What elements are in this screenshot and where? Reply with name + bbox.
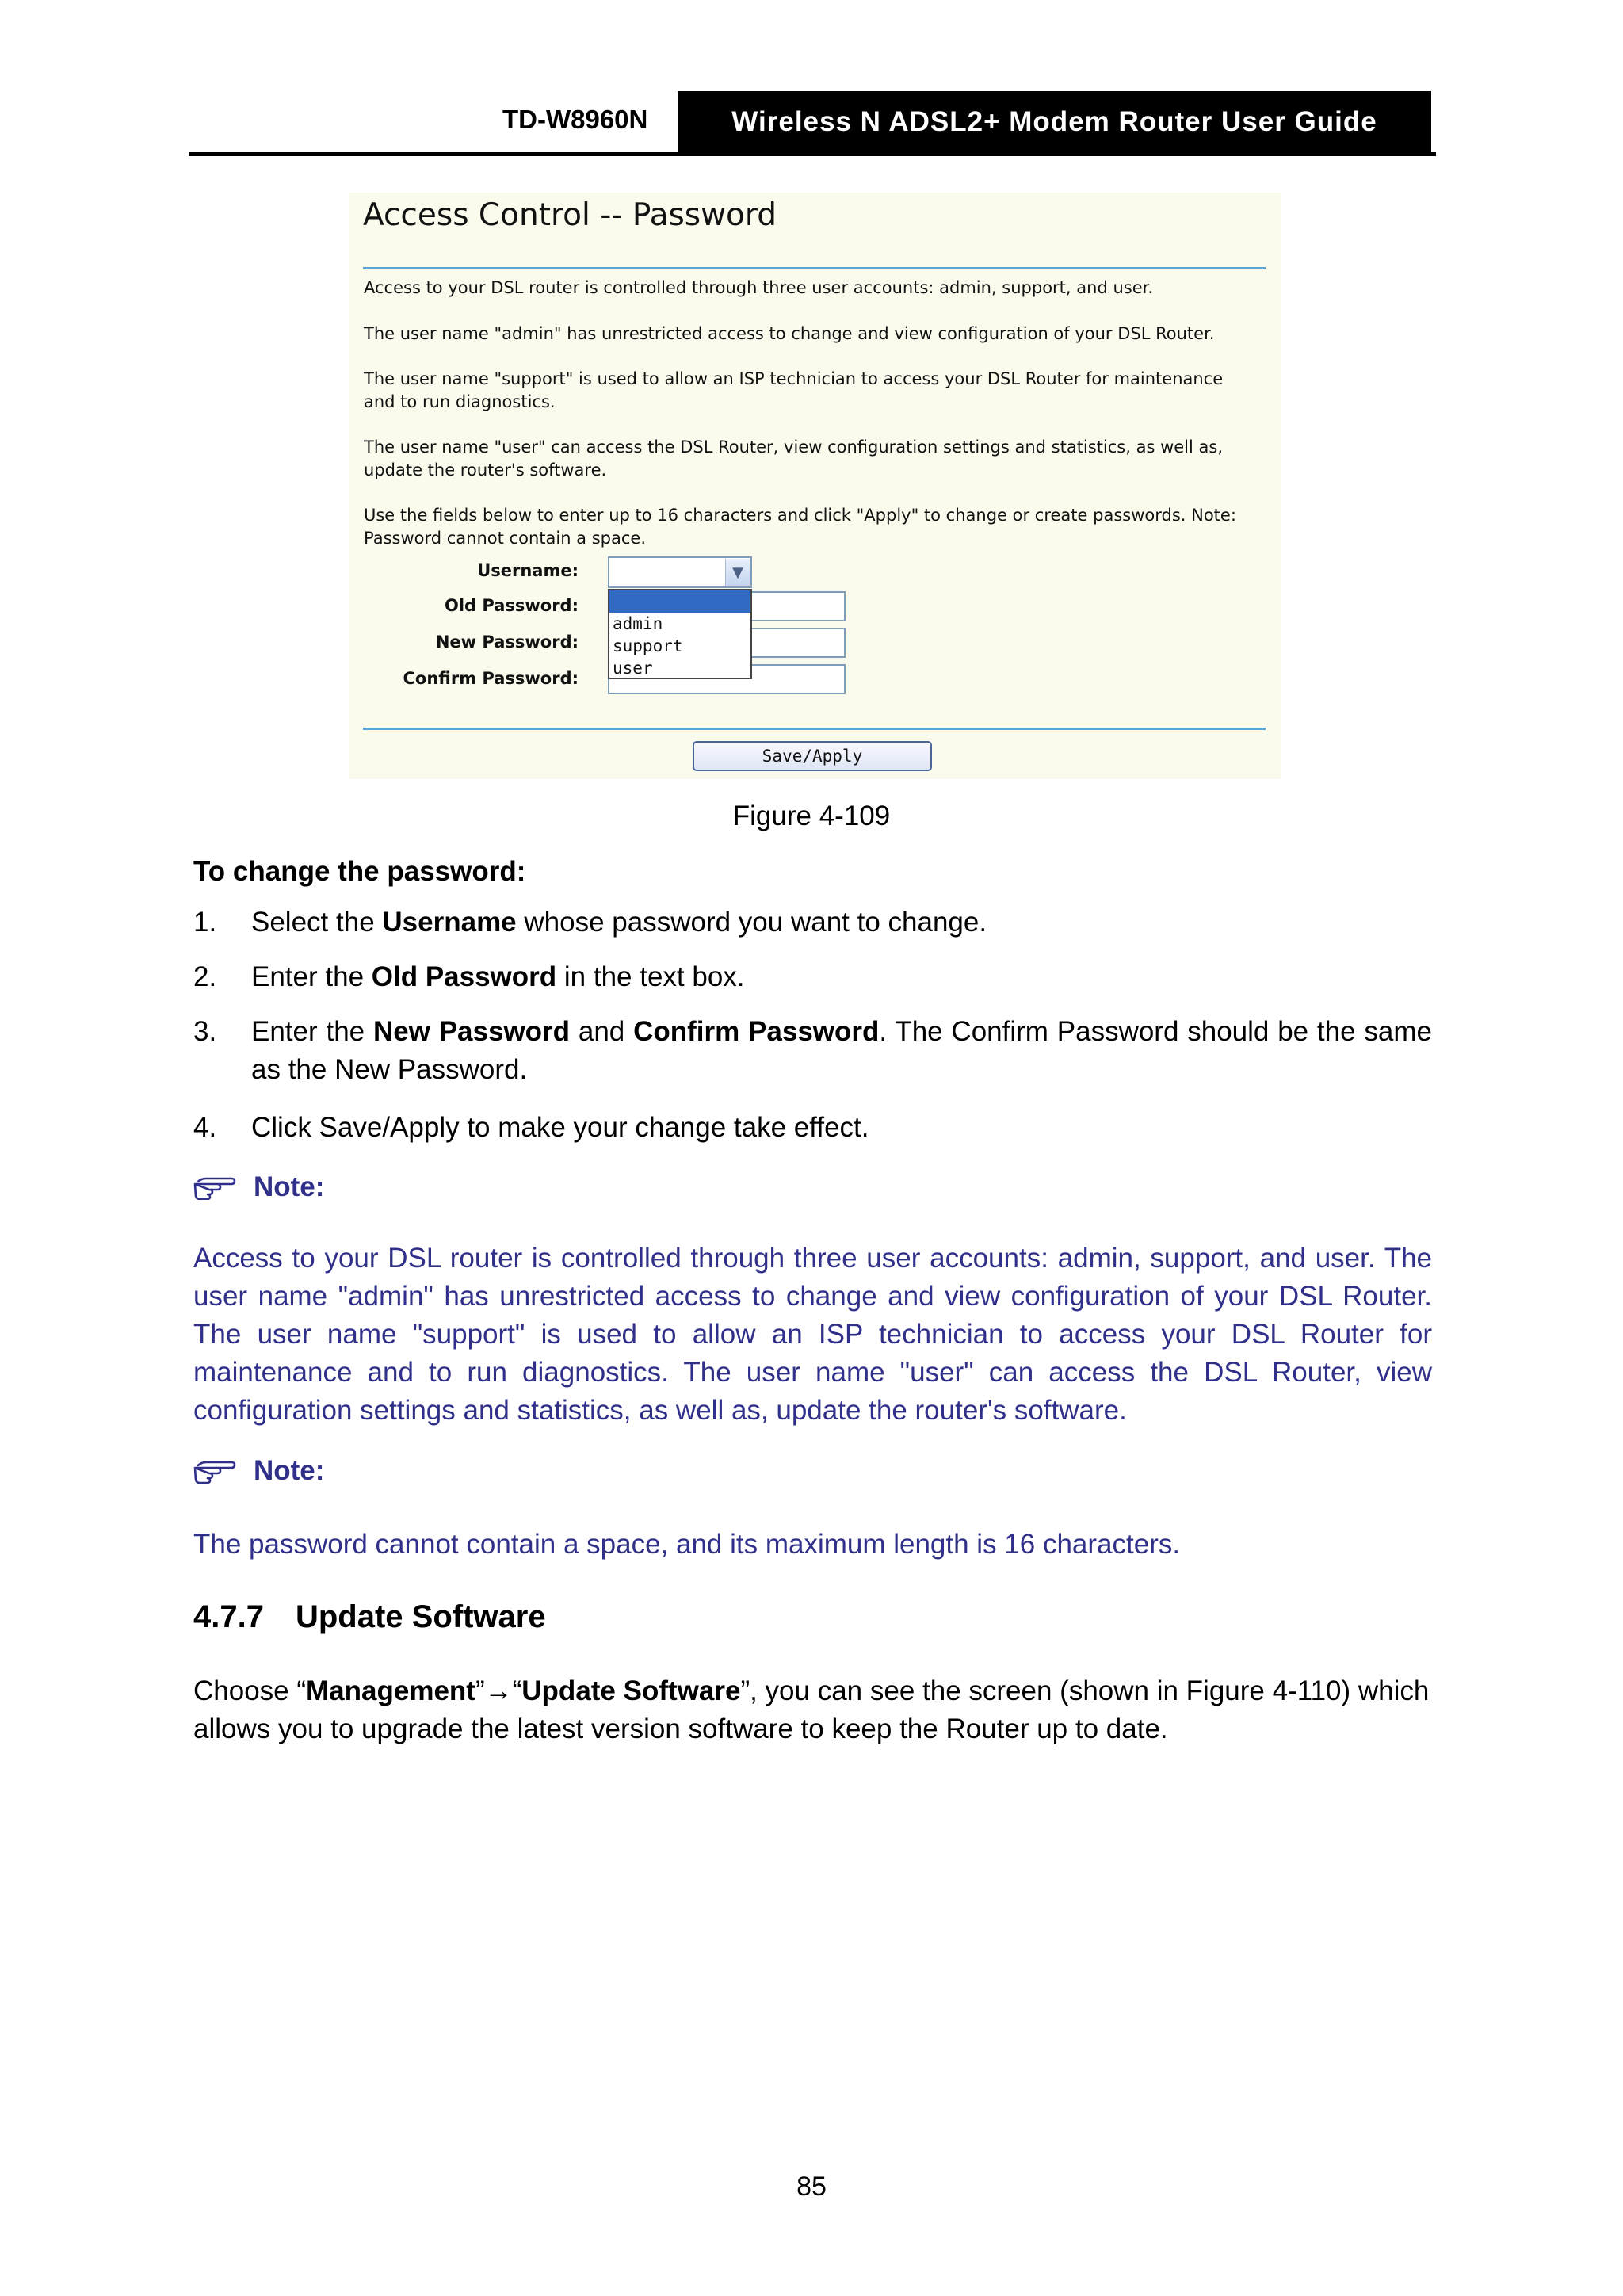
- section-paragraph: [193, 1672, 1432, 1748]
- screenshot-paragraph: The user name "user" can access the DSL Router, view configuration settings and statistics, as well as, update the router's software.: [364, 437, 1224, 479]
- screenshot-bottom-rule: [363, 728, 1266, 730]
- step-text: whose password you want to change.: [516, 907, 987, 938]
- save-apply-button[interactable]: Save/Apply: [693, 741, 932, 771]
- pointing-hand-icon: [193, 1175, 236, 1200]
- step-bold: New Password: [372, 1016, 571, 1047]
- step-number: 3.: [193, 1016, 217, 1047]
- section-title: Update Software: [295, 1599, 546, 1634]
- username-select[interactable]: [608, 556, 752, 588]
- step-3: [251, 1013, 1432, 1089]
- screenshot-title: Access Control -- Password: [363, 197, 777, 233]
- dropdown-option-support[interactable]: support: [613, 636, 683, 655]
- step-text: Enter the: [251, 1016, 373, 1047]
- step-number: 1.: [193, 907, 217, 938]
- step-text: in the text box.: [556, 961, 745, 992]
- step-bold: Confirm Password: [633, 1016, 880, 1047]
- old-password-label: Old Password:: [444, 596, 579, 615]
- chevron-down-icon[interactable]: ▼: [725, 559, 750, 586]
- step-number: 4.: [193, 1112, 217, 1143]
- username-dropdown-list[interactable]: [608, 589, 752, 679]
- step-text: . The Confirm Password should be the same as the New Password.: [251, 1016, 1432, 1085]
- section-heading: [193, 1599, 546, 1635]
- step-text: and: [570, 1016, 634, 1047]
- paragraph-bold: Management: [306, 1675, 475, 1706]
- pointing-hand-icon: [193, 1458, 236, 1484]
- section-number: 4.7.7: [193, 1599, 264, 1634]
- note-heading: [193, 1171, 324, 1203]
- dropdown-highlighted-blank-option[interactable]: [609, 590, 750, 613]
- screenshot-paragraph: The user name "admin" has unrestricted access to change and view configuration of your DSL Router.: [364, 324, 1215, 343]
- dropdown-option-admin[interactable]: admin: [613, 614, 663, 633]
- header-model: TD-W8960N: [502, 105, 648, 134]
- dropdown-option-user[interactable]: user: [613, 659, 653, 678]
- note-body: The password cannot contain a space, and its maximum length is 16 characters.: [193, 1529, 1181, 1560]
- screenshot-top-rule: [363, 267, 1266, 269]
- note-body: Access to your DSL router is controlled through three user accounts: admin, support, and user. The user name "admin" has unrestricted access to change and view configuration of your DSL Router. The user name "support" is used to allow an ISP technician to access your DSL Router for maintenance and to run diagnostics. The user name "user" can access the DSL Router, view configuration settings and statistics, as well as, update the router's software.: [193, 1243, 1432, 1426]
- step-number: 2.: [193, 961, 217, 992]
- step-bold: Old Password: [371, 961, 557, 992]
- paragraph-text: Choose “: [193, 1675, 307, 1706]
- step-1: [251, 907, 1432, 938]
- note-label: Note:: [254, 1171, 325, 1202]
- screenshot-paragraph: The user name "support" is used to allow an ISP technician to access your DSL Router for maintenance and to run diagnostics.: [364, 369, 1224, 411]
- header-rule: [189, 152, 1436, 156]
- page-number: 85: [796, 2172, 827, 2202]
- step-bold: Username: [382, 907, 517, 938]
- paragraph-bold: Update Software: [521, 1675, 741, 1706]
- figure-caption: Figure 4-109: [732, 800, 891, 831]
- confirm-password-label: Confirm Password:: [403, 669, 579, 688]
- new-password-label: New Password:: [435, 632, 579, 651]
- note-label: Note:: [254, 1455, 325, 1486]
- note-heading: [193, 1455, 324, 1487]
- username-label: Username:: [477, 561, 579, 580]
- step-text: Select the: [251, 907, 383, 938]
- screenshot-paragraph: Access to your DSL router is controlled through three user accounts: admin, support, and user.: [364, 278, 1154, 297]
- step-4: Click Save/Apply to make your change take effect.: [251, 1112, 869, 1143]
- screenshot-paragraph: Use the fields below to enter up to 16 characters and click "Apply" to change or create passwords. Note: Password cannot contain a space.: [364, 506, 1236, 548]
- paragraph-text: ”, you can see the screen (shown in Figure 4-110) which allows you to upgrade the latest version software to keep the Router up to date.: [193, 1675, 1430, 1744]
- step-2: [251, 961, 1432, 993]
- steps-heading: To change the password:: [193, 856, 526, 887]
- paragraph-text: ”→“: [475, 1675, 522, 1706]
- header-guide-title: Wireless N ADSL2+ Modem Router User Guide: [678, 91, 1431, 152]
- step-text: Enter the: [251, 961, 372, 992]
- access-control-screenshot: [349, 193, 1281, 779]
